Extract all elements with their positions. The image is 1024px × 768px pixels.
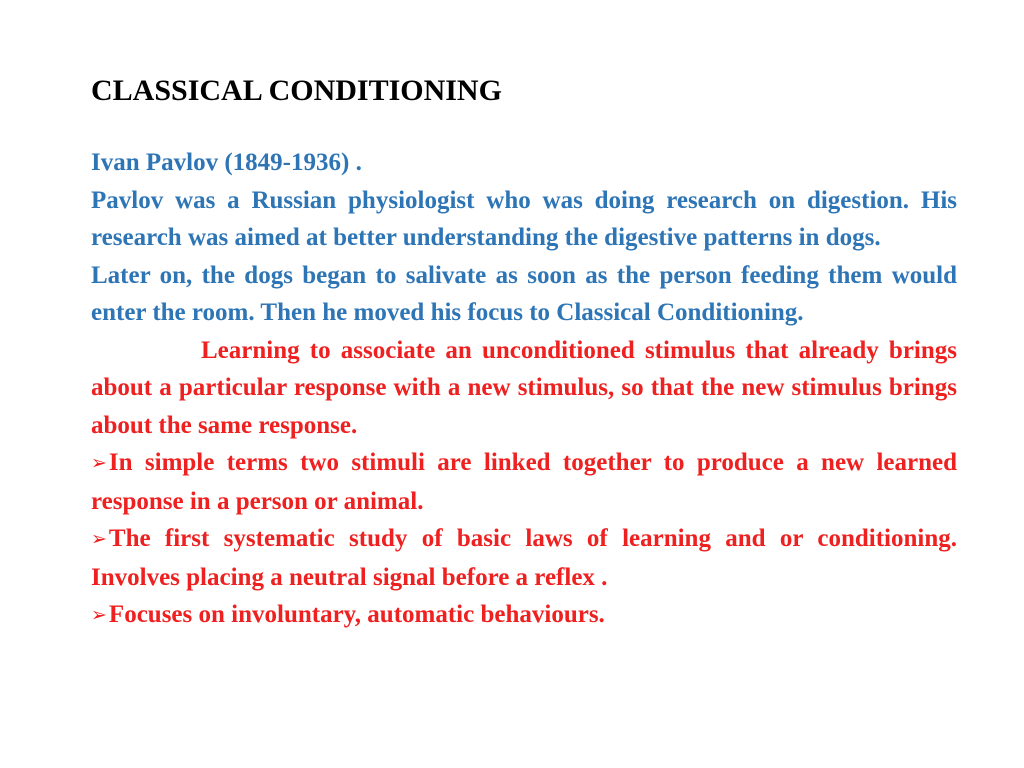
arrow-bullet-icon: ➢ [91,528,107,550]
paragraph-conditioning: Later on, the dogs began to salivate as soon as the person feeding them would enter the room. Then he moved his focus to Classical Conditioning. [91,261,957,326]
slide-body [91,144,957,635]
definition-paragraph: Learning to associate an unconditioned stimulus that already brings about a particular response with a new stimulus, so that the new stimulus brings about the same response. [91,336,957,439]
bullet-item [91,444,957,520]
bullet-text: The first systematic study of basic laws of learning and or conditioning. Involves placing a neutral signal before a reflex . [91,525,957,591]
arrow-bullet-icon: ➢ [91,604,107,626]
bullet-item [91,596,957,635]
paragraph-research: Pavlov was a Russian physiologist who was doing research on digestion. His research was aimed at better understanding the digestive patterns in dogs. [91,186,957,251]
bullet-item [91,520,957,596]
intro-line: Ivan Pavlov (1849-1936) . [91,149,362,176]
slide-title: CLASSICAL CONDITIONING [91,74,502,107]
arrow-bullet-icon: ➢ [91,452,107,474]
bullet-text: Focuses on involuntary, automatic behaviours. [108,601,605,628]
bullet-text: In simple terms two stimuli are linked together to produce a new learned response in a person or animal. [91,449,957,515]
